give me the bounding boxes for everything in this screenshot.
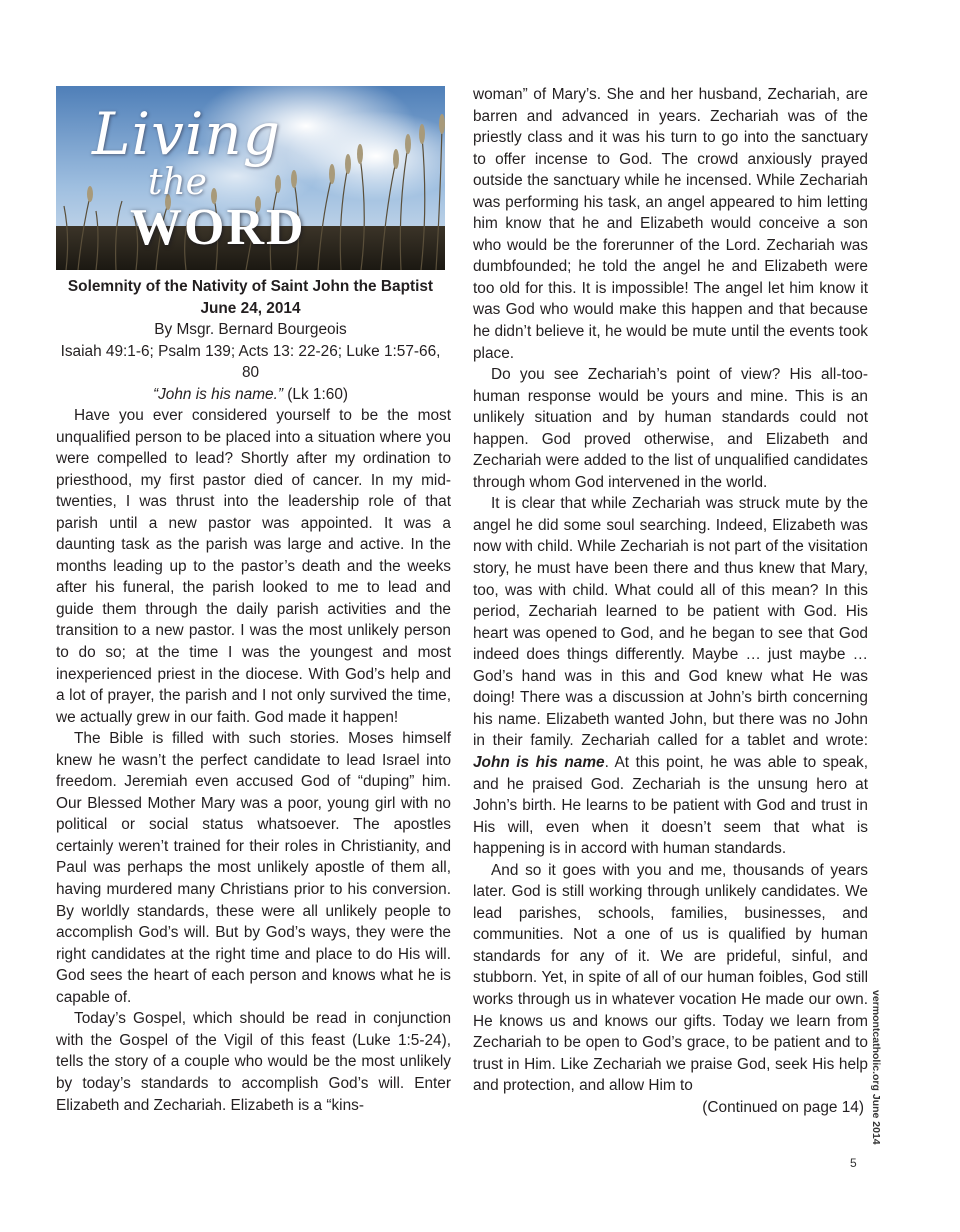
left-text-column [56,405,451,1116]
continued-on-page-note: (Continued on page 14) [702,1098,864,1116]
paragraph-text: It is clear that while Zechariah was struck mute by the angel he did some soul searching. Indeed, Elizabeth was now with child. While Zechariah is not part of the visitation story, he must have been there and thus knew that Mary, too, was with child. What could all of this mean? In this period, Zechariah learned to be patient with God. His heart was opened to God, and he began to see that God indeed does things differently. Maybe … just maybe … God’s hand was in this and God knew what He was doing! There was a discussion at John’s birth concerning his name. Elizabeth wanted John, but there was no John in their family. Zechariah called for a tablet and wrote: [473,495,868,750]
reading-heading [56,276,445,406]
body-paragraph: And so it goes with you and me, thousands of years later. God is still working through unlikely candidates. We lead parishes, schools, families, businesses, and communities. Not a one of us is qualified by human standards for any of it. We are prideful, sinful, and stubborn. Yet, in spite of all of our human foibles, God still works through us in whatever vocation He made our own. He knows us and knows our gifts. Today we learn from Zechariah to be open to God’s grace, to be patient and to trust in Him. Like Zechariah we praise God, seek His help and protection, and allow Him to [473,861,868,1095]
site-date-text: vermontcatholic.org June 2014 [870,990,882,1145]
author-byline: By Msgr. Bernard Bourgeois [154,321,347,339]
key-quote [56,384,445,406]
living-the-word-banner [56,86,445,270]
emphasized-quote: John is his name [473,753,605,771]
key-quote-reference: (Lk 1:60) [283,385,349,403]
body-paragraph: The Bible is filled with such stories. Moses himself knew he wasn’t the perfect candidate to lead Israel into freedom. Jeremiah even accused God of “duping” him. Our Blessed Mother Mary was a poor, young girl with no political or social status whatsoever. The apostles certainly weren’t trained for their roles in Christianity, and Paul was perhaps the most unlikely apostle of them all, having murdered many Christians prior to his conversion. By worldly standards, these were all unlikely people to accomplish God’s will. But by God’s ways, they were the right candidates at the right time and place to do His will. God sees the heart of each person and knows what he is capable of. [56,730,451,1006]
page-number: 5 [850,1156,857,1170]
vertical-site-date-tag [868,990,884,1145]
right-text-column [473,84,868,1118]
key-quote-text: “John is his name.” [152,385,283,403]
banner-word-title: WORD [130,199,306,256]
body-paragraph: Do you see Zechariah’s point of view? His all-too-human response would be yours and mine. This is an unlikely situation and by human standards could not happen. God proved otherwise, and Elizabeth and Zechariah were added to the list of unqualified candidates through whom God intervened in the world. [473,366,868,491]
scripture-readings: Isaiah 49:1-6; Psalm 139; Acts 13: 22-26; Luke 1:57-66, 80 [60,342,441,382]
banner-living-script: Living [92,100,281,168]
body-paragraph: woman” of Mary’s. She and her husband, Zechariah, are barren and advanced in years. Zechariah was of the priestly class and it was his turn to go into the sanctuary to offer incense to God. The crowd anxiously prayed outside the sanctuary while he incensed. While Zechariah was performing his task, an angel appeared to him letting him know that he and Elizabeth would conceive a son who would be the forerunner of the Lord. Zechariah was dumbfounded; he told the angel he and Elizabeth were too old for this. It is impossible! The angel let him know it was God who would make this happen and that because he didn’t believe it, he would be mute until the events took place. [473,86,868,362]
feast-date: June 24, 2014 [200,299,301,317]
paragraph-text: . At this point, he was able to speak, and he praised God. Zechariah is the unsung hero at John’s birth. He learns to be patient with God and trust in His will, even when it doesn’t seem that what is happening is in accord with human standards. [473,753,868,858]
banner-the-script: the [148,162,207,203]
body-paragraph: Have you ever considered yourself to be the most unqualified person to be placed into a situation where you were compelled to lead? Shortly after my ordination to priesthood, my first pastor died of cancer. In my mid-twenties, I was thrust into the leadership role of that parish until a new pastor was appointed. It was a daunting task as the parish was large and active. In the months leading up to the pastor’s death and the weeks after his funeral, the parish looked to me to lead and guide them through the daily parish activities and the transition to a new pastor. I was the most unlikely person to do so; at the time I was the youngest and most inexperienced priest in the diocese. With God’s help and a lot of prayer, the parish and I not only survived the time, we actually grew in our faith. God made it happen! [56,407,451,726]
feast-title: Solemnity of the Nativity of Saint John the Baptist [67,278,434,295]
body-paragraph [473,493,868,859]
body-paragraph: Today’s Gospel, which should be read in conjunction with the Gospel of the Vigil of this feast (Luke 1:5-24), tells the story of a couple who would be the most unlikely by today’s standards to accomplish God’s will. Enter Elizabeth and Zechariah. Elizabeth is a “kins- [56,1010,451,1114]
